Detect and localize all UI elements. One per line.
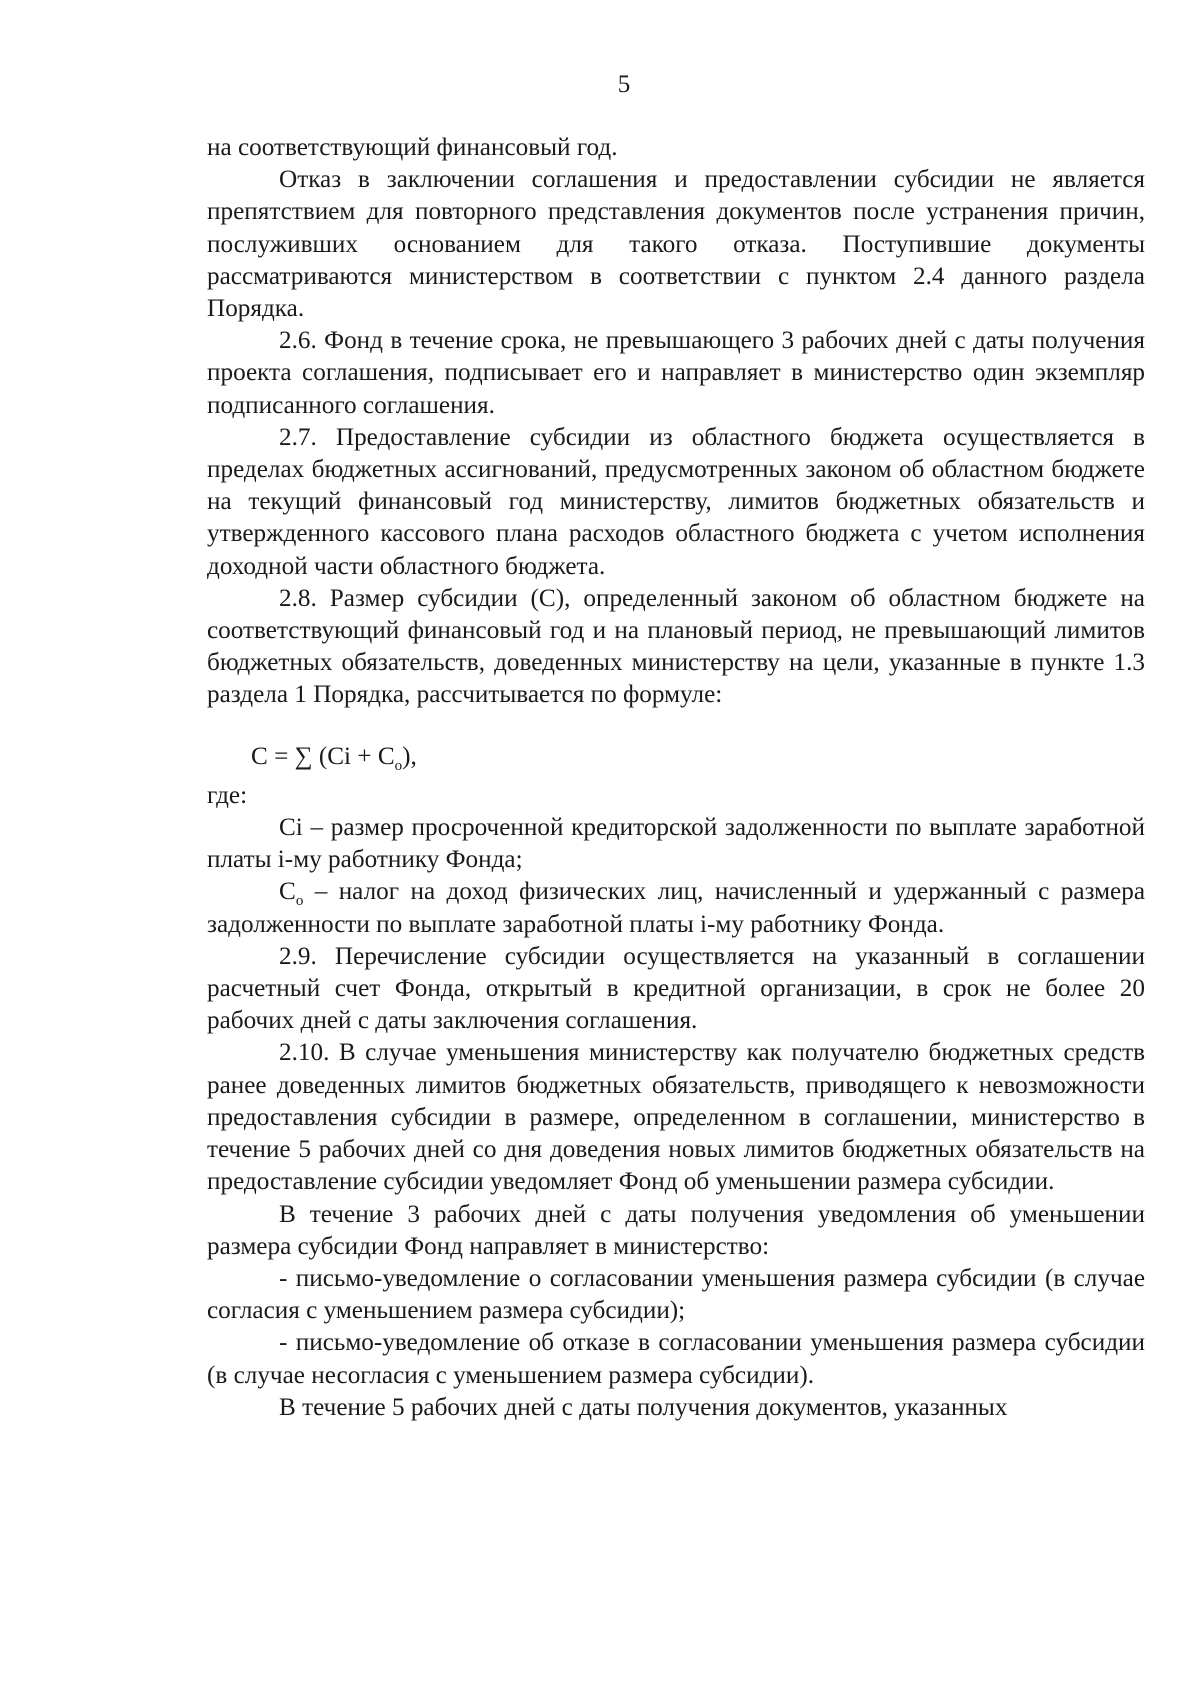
page-number: 5: [617, 71, 631, 98]
formula-rhs: ),: [402, 742, 417, 770]
list-item-refusal-letter: - письмо-уведомление об отказе в согласовании уменьшения размера субсидии (в случае несогласия с уменьшением размера субсидии).: [207, 1329, 1145, 1389]
definition-term: Сi: [279, 814, 303, 842]
paragraph-refusal: Отказ в заключении соглашения и предоставлении субсидии не является препятствием для повторного представления документов после устранения причин, послуживших основанием для такого отказа. Поступившие документы рассматриваются министерством в соответствии с пунктом 2.4 данного раздела Порядка.: [207, 166, 1145, 323]
paragraph-continuation: на соответствующий финансовый год.: [207, 134, 618, 161]
document-body: [207, 132, 1145, 1424]
definition-term: С: [279, 878, 296, 906]
paragraph-2-7: 2.7. Предоставление субсидии из областного бюджета осуществляется в пределах бюджетных ассигнований, предусмотренных законом об областном бюджете на текущий финансовый год министерству, лимитов бюджетных обязательств и утвержденного кассового плана расходов областного бюджета с учетом исполнения доходной части областного бюджета.: [207, 423, 1145, 580]
paragraph-documents-received: В течение 5 рабочих дней с даты получения документов, указанных: [279, 1393, 1008, 1421]
definition-text: – налог на доход физических лиц, начисленный и удержанный с размера задолженности по выплате заработной платы i-му работнику Фонда.: [207, 878, 1145, 938]
paragraph-2-10: 2.10. В случае уменьшения министерству как получателю бюджетных средств ранее доведенных лимитов бюджетных обязательств, приводящего к невозможности предоставления субсидии в размере, определенном в соглашении, министерство в течение 5 рабочих дней со дня доведения новых лимитов бюджетных обязательств на предоставление субсидии уведомляет Фонд об уменьшении размера субсидии.: [207, 1039, 1145, 1196]
where-label: где:: [207, 781, 248, 809]
paragraph-2-9: 2.9. Перечисление субсидии осуществляется на указанный в соглашении расчетный счет Фонда, открытый в кредитной организации, в срок не более 20 рабочих дней с даты заключения соглашения.: [207, 942, 1145, 1035]
paragraph-2-8: 2.8. Размер субсидии (С), определенный законом об областном бюджете на соответствующий финансовый год и на плановый период, не превышающий лимитов бюджетных обязательств, доведенных министерству на цели, указанные в пункте 1.3 раздела 1 Порядка, рассчитывается по формуле:: [207, 584, 1145, 709]
formula-lhs: С = ∑ (Сi + С: [251, 742, 395, 770]
definition-text: – размер просроченной кредиторской задолженности по выплате заработной платы i-му работнику Фонда;: [207, 814, 1145, 874]
subsidy-formula: [207, 741, 1145, 773]
definition-term-subscript: о: [295, 893, 304, 910]
list-item-agreement-letter: - письмо-уведомление о согласовании уменьшения размера субсидии (в случае согласия с уменьшением размера субсидии);: [207, 1264, 1145, 1325]
paragraph-2-6: 2.6. Фонд в течение срока, не превышающего 3 рабочих дней с даты получения проекта соглашения, подписывает его и направляет в министерство один экземпляр подписанного соглашения.: [207, 327, 1145, 419]
definition-ci: [207, 812, 1145, 876]
definition-co: [207, 876, 1145, 940]
paragraph-notification: В течение 3 рабочих дней с даты получения уведомления об уменьшении размера субсидии Фонд направляет в министерство:: [207, 1200, 1145, 1260]
formula-subscript: о: [394, 757, 403, 774]
